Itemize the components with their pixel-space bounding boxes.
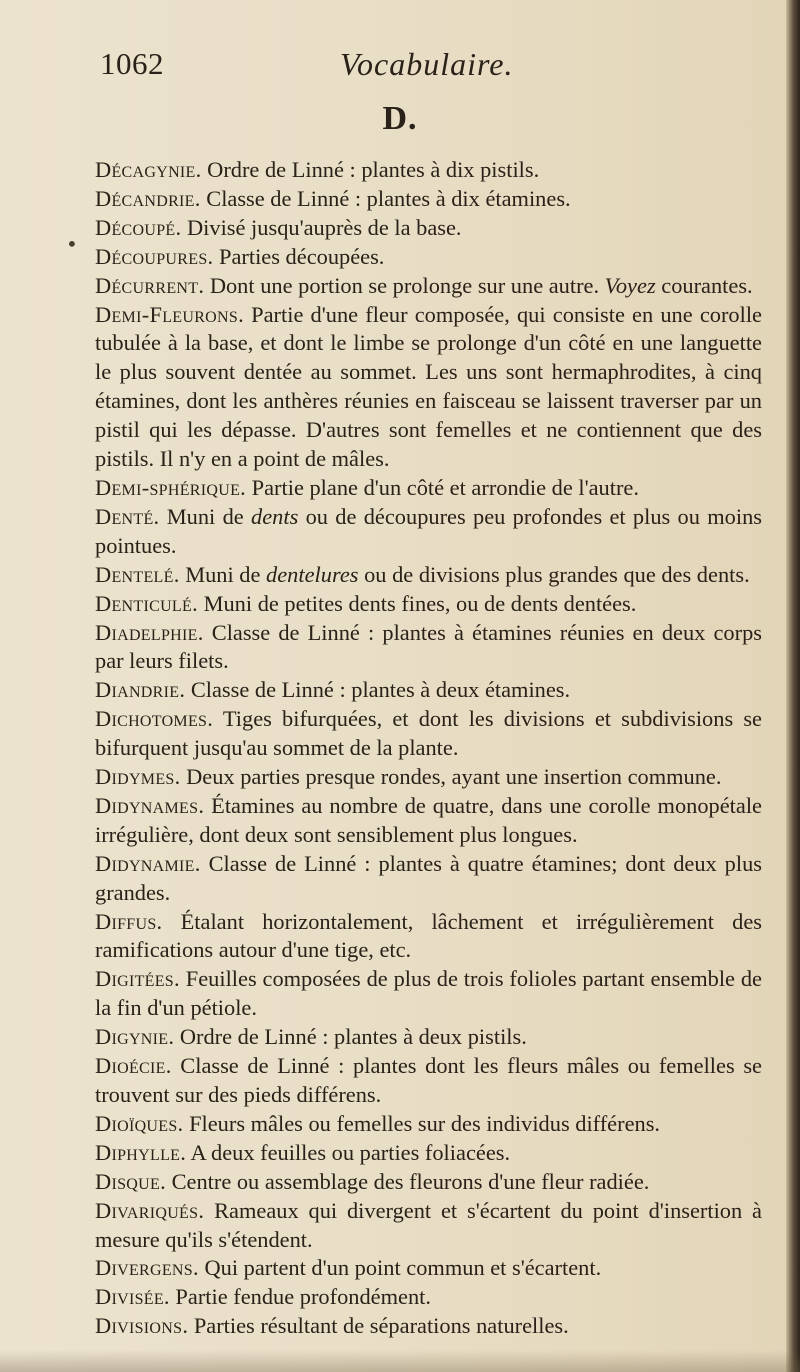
entry-definition: Muni de [179, 561, 267, 587]
glossary-entry [89, 243, 762, 272]
entry-definition: Ordre de Linné : plantes à dix pistils. [201, 157, 540, 182]
glossary-entry [89, 156, 762, 185]
entry-definition: Tiges bifurquées, et dont les divisions et subdivisions se bifurquent jusqu'au sommet de la plante. [95, 706, 762, 761]
entry-definition: Étamines au nombre de quatre, dans une corolle monopétale irrégulière, dont deux sont sensiblement plus longues. [95, 792, 762, 847]
glossary-entry [89, 1052, 762, 1110]
entry-definition: Classe de Linné : plantes à deux étamines. [185, 677, 571, 703]
glossary-entry [89, 792, 762, 850]
entry-term: Dioïques. [95, 1110, 184, 1136]
entry-definition: Classe de Linné : plantes à étamines réunies en deux corps par leurs filets. [95, 619, 762, 674]
page-header [100, 46, 740, 86]
entry-definition: Dont une portion se prolonge sur une autre. [204, 272, 605, 298]
entry-term: Diphylle. [95, 1139, 187, 1165]
glossary-entry [89, 1254, 762, 1283]
entry-term: Diffus. [95, 908, 163, 934]
page-edge-shadow [786, 0, 800, 1372]
page-bottom-shadow [0, 1350, 800, 1372]
glossary-entry [89, 1197, 762, 1255]
entry-definition: courantes. [655, 272, 753, 298]
section-letter: D. [382, 100, 418, 137]
entry-definition: ou de découpures peu profondes et plus ou moins pointues. [95, 503, 762, 558]
page-number: 1062 [100, 46, 164, 81]
entry-term: Diandrie. [95, 677, 186, 703]
entry-term: Denticulé. [95, 590, 198, 616]
entry-italic-text: dentelures [266, 561, 359, 587]
entry-term: Didynames. [95, 792, 205, 818]
entry-definition: Classe de Linné : plantes à dix étamines. [200, 185, 571, 211]
entry-definition: Classe de Linné : plantes dont les fleurs mâles ou femelles se trouvent sur des pieds différens. [95, 1053, 762, 1107]
entry-definition: Classe de Linné : plantes à quatre étamines; dont deux plus grandes. [95, 850, 762, 905]
entry-definition: Deux parties presque rondes, ayant une insertion commune. [180, 764, 722, 790]
glossary-entry [89, 763, 762, 792]
glossary-entry [89, 850, 762, 908]
entry-definition: Centre ou assemblage des fleurons d'une fleur radiée. [165, 1168, 650, 1194]
entry-definition: Fleurs mâles ou femelles sur des individus différens. [183, 1110, 661, 1136]
glossary-entry [89, 503, 762, 561]
glossary-entry [89, 965, 762, 1023]
glossary-entry [89, 590, 762, 619]
entry-term: Demi-sphérique. [95, 474, 247, 500]
entry-definition: ou de divisions plus grandes que des dents. [358, 561, 750, 587]
entry-term: Dichotomes. [95, 706, 214, 732]
entry-definition: Rameaux qui divergent et s'écartent du point d'insertion à mesure qu'ils s'étendent. [95, 1197, 762, 1252]
glossary-entry [89, 1139, 762, 1168]
running-title: Vocabulaire. [340, 46, 514, 82]
entry-term: Didynamie. [95, 850, 201, 876]
entry-term: Dioécie. [95, 1053, 172, 1079]
glossary-entry [89, 185, 762, 214]
entry-definition: Feuilles composées de plus de trois folioles partant ensemble de la fin d'un pétiole. [95, 966, 762, 1021]
glossary-entry [89, 272, 762, 301]
glossary-entry [89, 301, 762, 474]
entry-italic-text: dents [251, 503, 299, 529]
entry-term: Denté. [95, 503, 160, 529]
entry-definition: Partie plane d'un côté et arrondie de l'autre. [246, 474, 639, 500]
entry-definition: Parties résultant de séparations naturelles. [188, 1313, 569, 1339]
glossary-entry [89, 1168, 762, 1197]
entry-definition: Muni de petites dents fines, ou de dents dentées. [197, 590, 637, 616]
glossary-entry [89, 214, 762, 243]
glossary-entry [89, 1283, 762, 1312]
glossary-entry [89, 619, 762, 677]
entry-term: Didymes. [95, 764, 181, 790]
entry-term: Découpures. [95, 243, 214, 269]
entry-term: Divisions. [95, 1313, 189, 1339]
entry-term: Divisée. [95, 1284, 170, 1310]
entry-definition: Qui partent d'un point commun et s'écartent. [198, 1255, 602, 1281]
entry-term: Décandrie. [95, 185, 201, 211]
glossary-entry [89, 908, 762, 966]
entry-term: Divariqués. [95, 1197, 205, 1223]
entry-term: Digynie. [95, 1024, 175, 1050]
entry-term: Diadelphie. [95, 619, 204, 645]
glossary-entry [89, 1110, 762, 1139]
entry-term: Digitées. [95, 966, 180, 992]
entry-definition: Partie fendue profondément. [169, 1284, 431, 1310]
entry-definition: Partie d'une fleur composée, qui consiste en une corolle tubulée à la base, et dont le limbe se prolonge d'un côté en une languette le plus souvent dentée au sommet. Les uns sont hermaphrodites, à cinq étamines, dont les anthères réunies en faisceau se laissent traverser par un pistil qui les dépasse. D'autres sont femelles et ne contiennent que des pistils. Il n'y en a point de mâles. [95, 301, 762, 472]
margin-mark: • [66, 232, 78, 256]
glossary-entry [89, 561, 762, 590]
entry-term: Décagynie. [95, 157, 202, 182]
entry-term: Dentelé. [95, 561, 180, 587]
entry-definition: Ordre de Linné : plantes à deux pistils. [174, 1024, 527, 1050]
entry-definition: Divisé jusqu'auprès de la base. [181, 214, 462, 240]
entry-definition: A deux feuilles ou parties foliacées. [186, 1139, 511, 1165]
entry-term: Décurrent. [95, 272, 205, 298]
glossary-entry [89, 705, 762, 763]
glossary-entries [89, 156, 762, 1341]
glossary-entry [89, 676, 762, 705]
entry-term: Découpé. [95, 214, 182, 240]
entry-definition: Muni de [159, 503, 252, 529]
glossary-entry [89, 1312, 762, 1341]
glossary-entry [89, 1023, 762, 1052]
entry-definition: Parties découpées. [213, 243, 385, 269]
glossary-entry [89, 474, 762, 503]
entry-term: Divergens. [95, 1255, 199, 1281]
entry-definition: Étalant horizontalement, lâchement et irrégulièrement des ramifications autour d'une tige, etc. [95, 908, 762, 963]
entry-italic-text: Voyez [604, 272, 656, 298]
entry-term: Demi-Fleurons. [95, 301, 244, 327]
entry-term: Disque. [95, 1168, 166, 1194]
